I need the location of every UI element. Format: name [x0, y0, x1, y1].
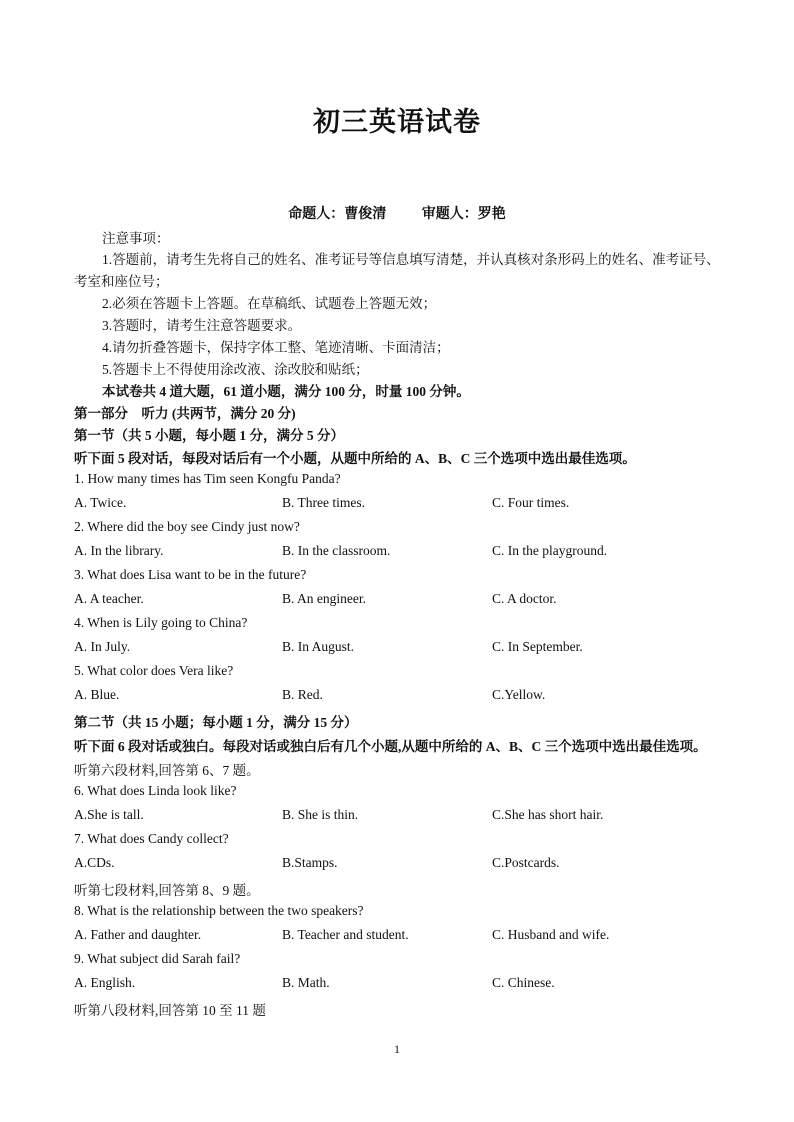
page-number: 1 [394, 1042, 400, 1056]
option-a: A. Blue. [74, 687, 120, 702]
notice-item-5: 5.答题卡上不得使用涂改液、涂改胶和贴纸； [102, 362, 369, 377]
option-b: B. She is thin. [282, 807, 359, 822]
option-a: A. In July. [74, 639, 131, 654]
question-text: 8. What is the relationship between the two speakers? [74, 903, 364, 918]
option-c: C. Husband and wife. [492, 927, 610, 942]
option-b: B. Math. [282, 975, 330, 990]
question-text: 6. What does Linda look like? [74, 783, 237, 798]
setter-label: 命题人：曹俊清 [288, 207, 387, 222]
notice-heading: 注意事项： [102, 231, 170, 246]
option-a: A. English. [74, 975, 136, 990]
option-a: A.She is tall. [74, 807, 144, 822]
option-b: B.Stamps. [282, 855, 338, 870]
authors-line [0, 203, 794, 223]
part-heading: 第一部分 听力 (共两节，满分 20 分) [74, 406, 296, 421]
section-heading: 第一节（共 5 小题，每小题 1 分，满分 5 分） [74, 428, 344, 443]
option-c: C. In the playground. [492, 543, 608, 558]
question-text: 2. Where did the boy see Cindy just now? [74, 519, 300, 534]
reviewer-label: 审题人：罗艳 [421, 207, 506, 222]
option-b: B. In August. [282, 639, 355, 654]
notice-item-4: 4.请勿折叠答题卡，保持字体工整、笔迹清晰、卡面清洁； [102, 340, 450, 355]
question-text: 9. What subject did Sarah fail? [74, 951, 241, 966]
notice-item-1: 1.答题前，请考生先将自己的姓名、准考证号等信息填写清楚，并认真核对条形码上的姓名、准考证号、 [102, 252, 720, 267]
option-a: A. Twice. [74, 495, 127, 510]
question-text: 3. What does Lisa want to be in the future? [74, 567, 307, 582]
option-b: B. An engineer. [282, 591, 366, 606]
option-a: A. Father and daughter. [74, 927, 202, 942]
option-b: B. Red. [282, 687, 323, 702]
option-b: B. Three times. [282, 495, 365, 510]
question-text: 7. What does Candy collect? [74, 831, 229, 846]
section-instructions: 听下面 5 段对话，每段对话后有一个小题，从题中所给的 A、B、C 三个选项中选出最佳选项。 [74, 451, 636, 466]
section-heading: 第二节（共 15 小题；每小题 1 分，满分 15 分） [74, 715, 358, 730]
option-c: C. Four times. [492, 495, 570, 510]
material-note: 听第六段材料,回答第 6、7 题。 [74, 763, 260, 778]
notice-item-1-cont: 考室和座位号； [74, 274, 169, 289]
option-c: C.She has short hair. [492, 807, 604, 822]
section-instructions: 听下面 6 段对话或独白。每段对话或独白后有几个小题,从题中所给的 A、B、C 三个选项中选出最佳选项。 [74, 739, 707, 754]
option-a: A. A teacher. [74, 591, 144, 606]
option-b: B. In the classroom. [282, 543, 391, 558]
exam-summary: 本试卷共 4 道大题，61 道小题，满分 100 分，时量 100 分钟。 [102, 384, 470, 399]
material-note: 听第八段材料,回答第 10 至 11 题 [74, 1003, 266, 1018]
question-text: 5. What color does Vera like? [74, 663, 234, 678]
option-c: C. A doctor. [492, 591, 557, 606]
option-c: C.Postcards. [492, 855, 560, 870]
option-c: C.Yellow. [492, 687, 546, 702]
notice-item-2: 2.必须在答题卡上答题。在草稿纸、试题卷上答题无效； [102, 296, 437, 311]
question-text: 1. How many times has Tim seen Kongfu Panda? [74, 471, 341, 486]
option-c: C. In September. [492, 639, 583, 654]
notice-item-3: 3.答题时，请考生注意答题要求。 [102, 318, 302, 333]
option-a: A. In the library. [74, 543, 164, 558]
page-title: 初三英语试卷 [313, 107, 481, 138]
question-text: 4. When is Lily going to China? [74, 615, 248, 630]
option-b: B. Teacher and student. [282, 927, 409, 942]
option-c: C. Chinese. [492, 975, 555, 990]
option-a: A.CDs. [74, 855, 115, 870]
material-note: 听第七段材料,回答第 8、9 题。 [74, 883, 260, 898]
